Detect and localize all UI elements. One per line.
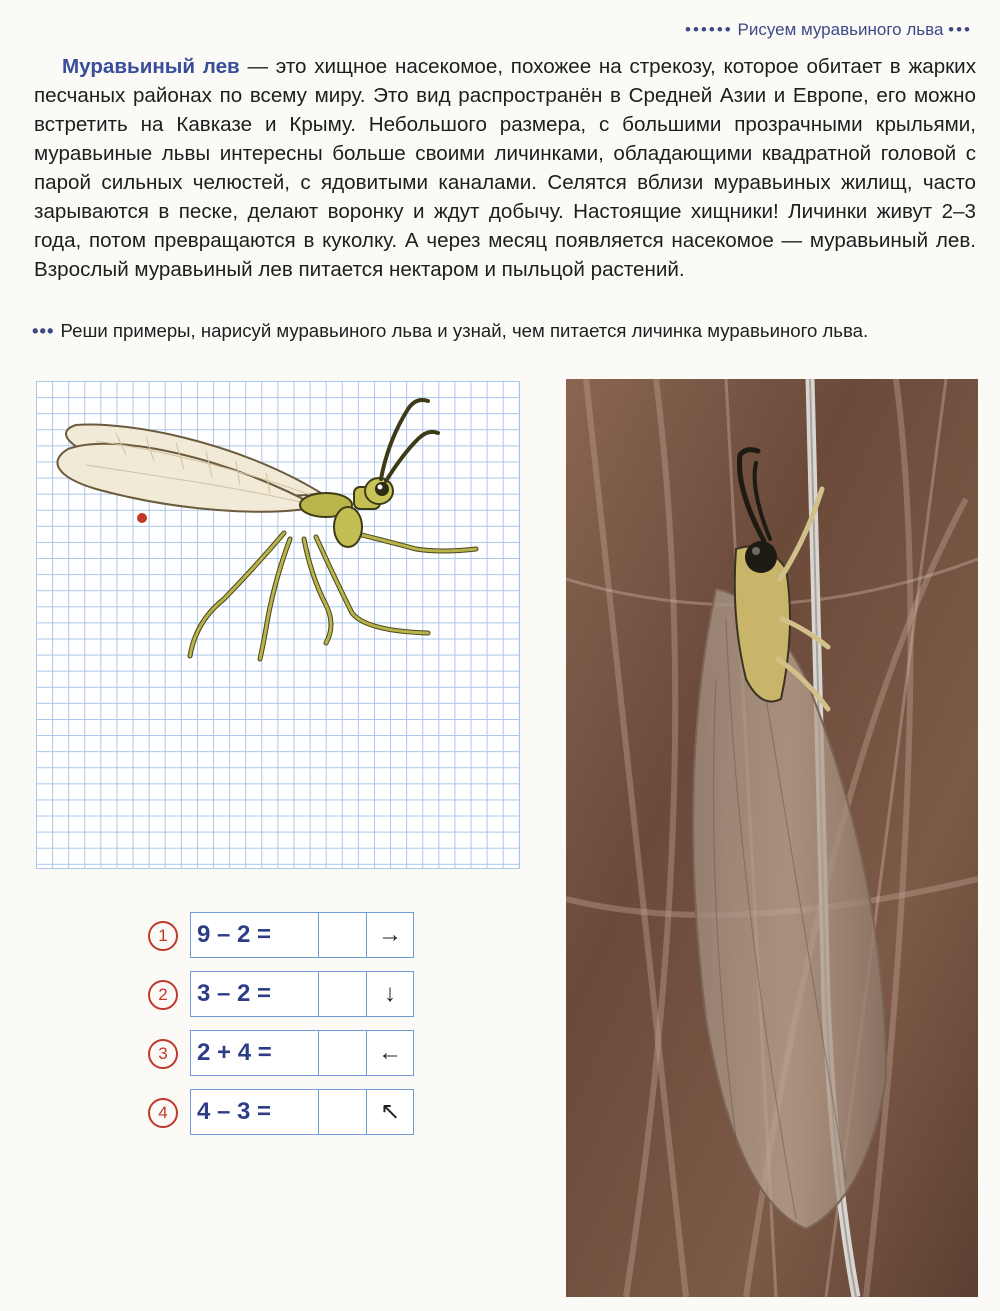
exercise-row bbox=[146, 1028, 446, 1087]
arrow-right-icon: → bbox=[378, 921, 402, 948]
exercise-number: 2 bbox=[148, 980, 178, 1010]
exercise-box bbox=[190, 1089, 414, 1135]
exercise-expression: 2 + 4 = bbox=[191, 1031, 319, 1075]
answer-cell[interactable] bbox=[319, 913, 367, 957]
exercise-box bbox=[190, 971, 414, 1017]
arrow-left-icon: ← bbox=[378, 1039, 402, 1066]
answer-cell[interactable] bbox=[319, 972, 367, 1016]
exercise-number: 4 bbox=[148, 1098, 178, 1128]
exercise-number: 3 bbox=[148, 1039, 178, 1069]
intro-text bbox=[34, 52, 976, 284]
exercise-expression: 4 – 3 = bbox=[191, 1090, 319, 1134]
exercise-row bbox=[146, 969, 446, 1028]
exercise-box bbox=[190, 912, 414, 958]
answer-cell[interactable] bbox=[319, 1090, 367, 1134]
task-dots: ••• bbox=[32, 320, 55, 341]
task-instruction bbox=[32, 320, 868, 342]
header-dots-right: ••• bbox=[948, 20, 972, 39]
header-title: Рисуем муравьиного льва bbox=[737, 20, 944, 39]
intro-body: — это хищное насекомое, похожее на стрекозу, которое обитает в жарких песчаных районах по всему миру. Это вид распространён в Средней Азии и Европе, его можно встретить на Кавказе и Крыму. Небольшого размера, с большими прозрачными крыльями, муравьиные львы интересны больше своими личинками, обладающими квадратной головой с парой сильных челюстей, с ядовитыми каналами. Селятся вблизи муравьиных жилищ, часто зарываются в песке, делают воронку и ждут добычу. Настоящие хищники! Личинки живут 2–3 года, потом превращаются в куколку. А через месяц появляется насекомое — муравьиный лев. Взрослый муравьиный лев питается нектаром и пыльцой растений. bbox=[34, 55, 976, 281]
task-text: Реши примеры, нарисуй муравьиного льва и узнай, чем питается личинка муравьиного льва. bbox=[60, 320, 869, 341]
exercise-number: 1 bbox=[148, 921, 178, 951]
arrow-up-left-icon: ↖ bbox=[379, 1098, 401, 1125]
exercise-expression: 3 – 2 = bbox=[191, 972, 319, 1016]
arrow-down-icon: ↓ bbox=[384, 980, 396, 1007]
intro-term: Муравьиный лев bbox=[62, 55, 240, 78]
exercise-list bbox=[146, 910, 446, 1146]
header-dots-left: •••••• bbox=[685, 20, 733, 39]
antlion-illustration bbox=[36, 381, 520, 681]
exercise-row bbox=[146, 1087, 446, 1146]
antlion-photo bbox=[566, 379, 978, 1297]
start-point-icon bbox=[137, 513, 147, 523]
exercise-row bbox=[146, 910, 446, 969]
exercise-box bbox=[190, 1030, 414, 1076]
exercise-expression: 9 – 2 = bbox=[191, 913, 319, 957]
answer-cell[interactable] bbox=[319, 1031, 367, 1075]
page-header bbox=[685, 20, 972, 40]
